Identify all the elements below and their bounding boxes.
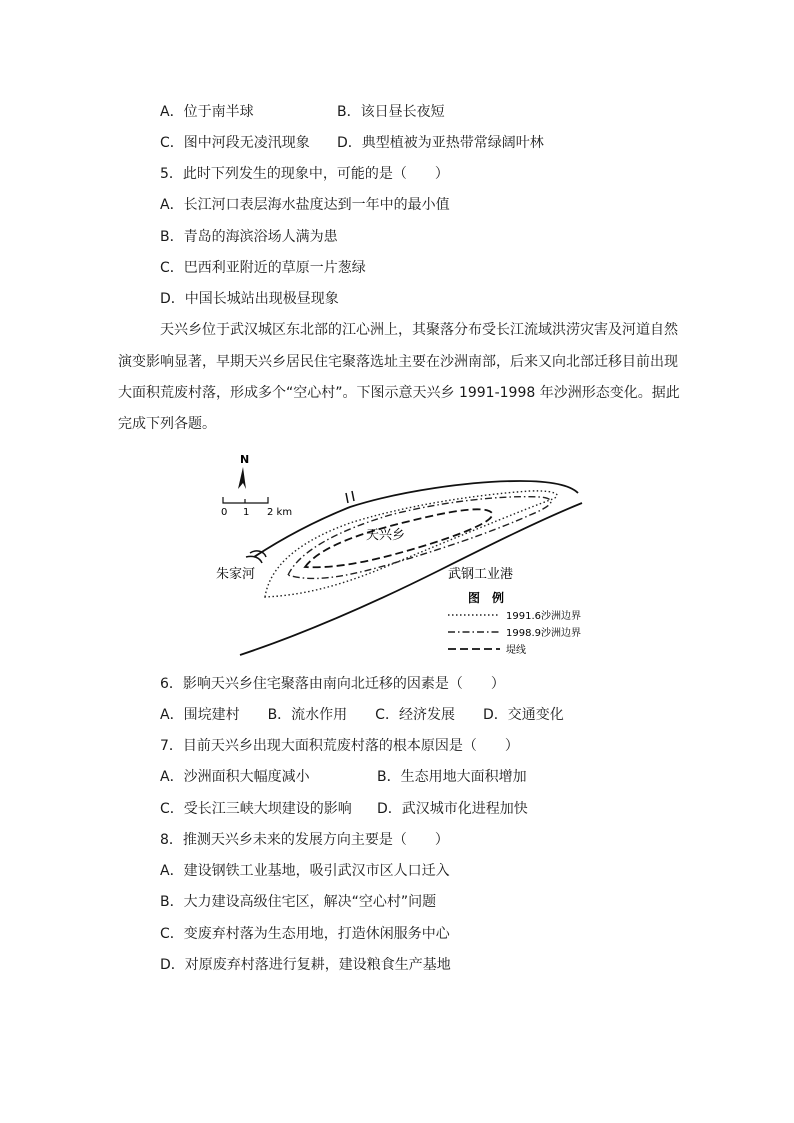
q8-option-a: A．建设钢铁工业基地，吸引武汉市区人口迁入 [160, 863, 450, 879]
north-label: N [240, 453, 250, 466]
q4-option-a: A．位于南半球 [160, 104, 254, 120]
zhujiahe-inlet [246, 551, 266, 563]
label-zhujiahe: 朱家河 [216, 567, 256, 582]
q4-option-b: B．该日昼长夜短 [337, 104, 445, 120]
q4-option-d: D．典型植被为亚热带常绿阔叶林 [337, 135, 544, 151]
legend-label-1991: 1991.6沙洲边界 [506, 611, 581, 622]
sandbar-map [210, 445, 595, 665]
scale-label-2km: 2 km [267, 507, 293, 518]
legend-label-dike: 堤线 [506, 645, 526, 656]
q7-stem: 7．目前天兴乡出现大面积荒废村落的根本原因是（ ） [160, 738, 519, 754]
legend-title: 图 例 [468, 591, 505, 605]
q7-option-c: C．受长江三峡大坝建设的影响 [160, 801, 352, 817]
label-tianxing: 天兴乡 [366, 528, 406, 543]
passage-line-1: 天兴乡位于武汉城区东北部的江心洲上，其聚落分布受长江流域洪涝灾害及河道自然 [160, 322, 678, 338]
sandbar-boundary-1991 [265, 491, 557, 597]
q5-option-b: B．青岛的海滨浴场人满为患 [160, 229, 338, 245]
q8-option-c: C．变废弃村落为生态用地，打造休闲服务中心 [160, 926, 450, 942]
q5-option-d: D．中国长城站出现极昼现象 [160, 291, 339, 307]
q7-option-d: D．武汉城市化进程加快 [377, 801, 528, 817]
q7-option-a: A．沙洲面积大幅度减小 [160, 769, 310, 785]
q8-option-d: D．对原废弃村落进行复耕，建设粮食生产基地 [160, 957, 451, 973]
scale-bar [223, 497, 268, 503]
q8-stem: 8．推测天兴乡未来的发展方向主要是（ ） [160, 832, 449, 848]
q5-stem: 5．此时下列发生的现象中，可能的是（ ） [160, 166, 449, 182]
passage-line-3: 大面积荒废村落，形成多个“空心村”。下图示意天兴乡 1991-1998 年沙洲形态变化。据此 [118, 385, 680, 401]
scale-label-0: 0 [221, 507, 228, 518]
label-wugang: 武钢工业港 [448, 567, 514, 582]
passage-line-4: 完成下列各题。 [118, 416, 216, 432]
q5-option-c: C．巴西利亚附近的草原一片葱绿 [160, 260, 366, 276]
q8-option-b: B．大力建设高级住宅区，解决“空心村”问题 [160, 894, 437, 910]
passage-line-2: 演变影响显著，早期天兴乡居民住宅聚落选址主要在沙洲南部，后来又向北部迁移目前出现 [118, 354, 678, 370]
legend-label-1998: 1998.9沙洲边界 [506, 628, 581, 639]
q7-option-b: B．生态用地大面积增加 [377, 769, 527, 785]
q4-option-c: C．图中河段无凌汛现象 [160, 135, 310, 151]
scale-label-1: 1 [243, 507, 250, 518]
q6-options: A．围垸建村 B．流水作用 C．经济发展 D．交通变化 [160, 707, 564, 723]
q6-stem: 6．影响天兴乡住宅聚落由南向北迁移的因素是（ ） [160, 676, 505, 692]
river-mark-icon [346, 491, 354, 503]
north-arrow-icon [238, 467, 246, 489]
q5-option-a: A．长江河口表层海水盐度达到一年中的最小值 [160, 197, 450, 213]
